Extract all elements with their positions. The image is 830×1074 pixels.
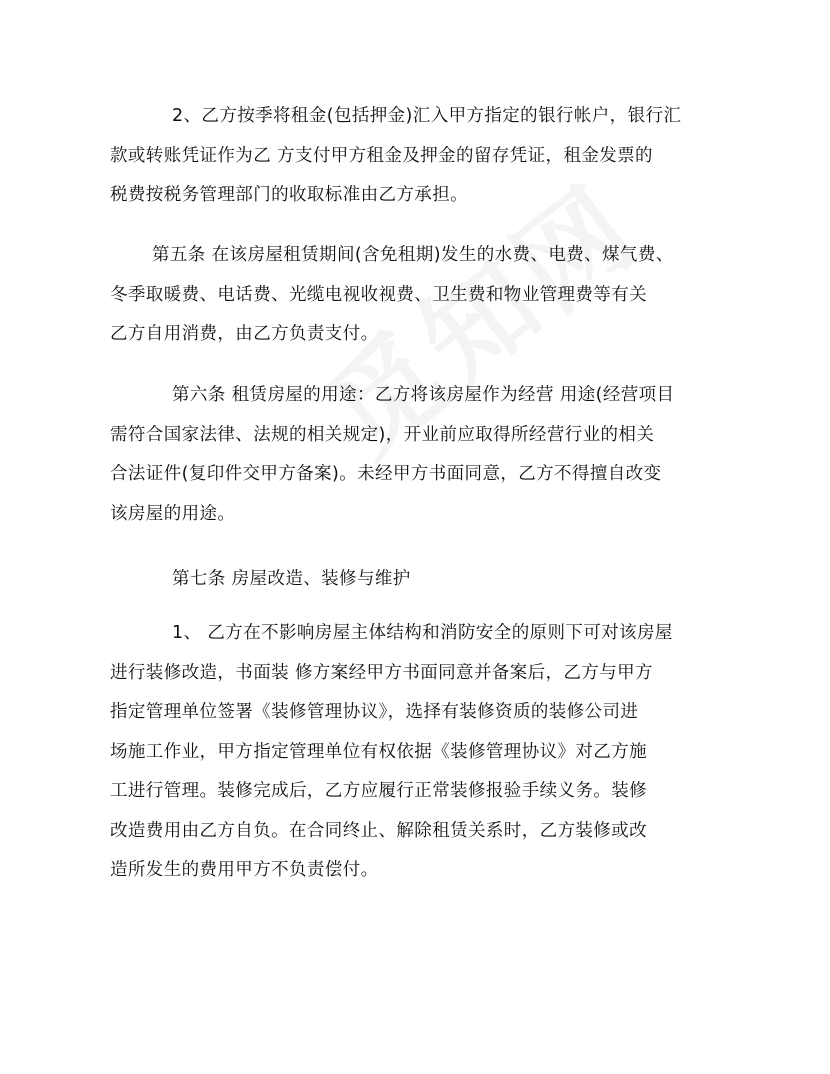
paragraph-line: 冬季取暖费、电话费、光缆电视收视费、卫生费和物业管理费等有关: [110, 284, 647, 305]
paragraph-line: 税费按税务管理部门的收取标准由乙方承担。: [110, 185, 468, 205]
paragraph-renovation: [110, 614, 720, 891]
paragraph-line: 需符合国家法律、法规的相关规定)，开业前应取得所经营行业的相关: [110, 424, 655, 445]
paragraph-rent-payment: [110, 97, 720, 216]
heading-article-seven: [110, 560, 720, 600]
paragraph-article-six: [110, 376, 720, 534]
paragraph-line: 改造费用由乙方自负。在合同终止、解除租赁关系时，乙方装修或改: [110, 820, 647, 841]
paragraph-line: 场施工作业，甲方指定管理单位有权依据《装修管理协议》对乙方施: [110, 741, 647, 762]
paragraph-line: 第五条 在该房屋租赁期间(含免租期)发生的水费、电费、煤气费、: [152, 245, 674, 265]
paragraph-line: 1、 乙方在不影响房屋主体结构和消防安全的原则下可对该房屋: [172, 623, 673, 643]
paragraph-line: 工进行管理。装修完成后，乙方应履行正常装修报验手续义务。装修: [110, 781, 647, 801]
paragraph-line: 第六条 租赁房屋的用途：乙方将该房屋作为经营 用途(经营项目: [172, 385, 675, 405]
paragraph-line: 合法证件(复印件交甲方备案)。未经甲方书面同意，乙方不得擅自改变: [110, 464, 662, 484]
paragraph-line: 款或转账凭证作为乙 方支付甲方租金及押金的留存凭证，租金发票的: [110, 145, 653, 166]
paragraph-line: 2、乙方按季将租金(包括押金)汇入甲方指定的银行帐户，银行汇: [172, 106, 682, 126]
paragraph-line: 造所发生的费用甲方不负责偿付。: [110, 860, 379, 880]
paragraph-line: 进行装修改造，书面装 修方案经甲方书面同意并备案后，乙方与甲方: [110, 662, 653, 683]
paragraph-line: 第七条 房屋改造、装修与维护: [172, 569, 411, 589]
paragraph-line: 指定管理单位签署《装修管理协议》，选择有装修资质的装修公司进: [110, 702, 639, 722]
paragraph-line: 该房屋的用途。: [110, 503, 236, 524]
paragraph-line: 乙方自用消费，由乙方负责支付。: [110, 324, 379, 344]
paragraph-article-five: [110, 236, 720, 355]
